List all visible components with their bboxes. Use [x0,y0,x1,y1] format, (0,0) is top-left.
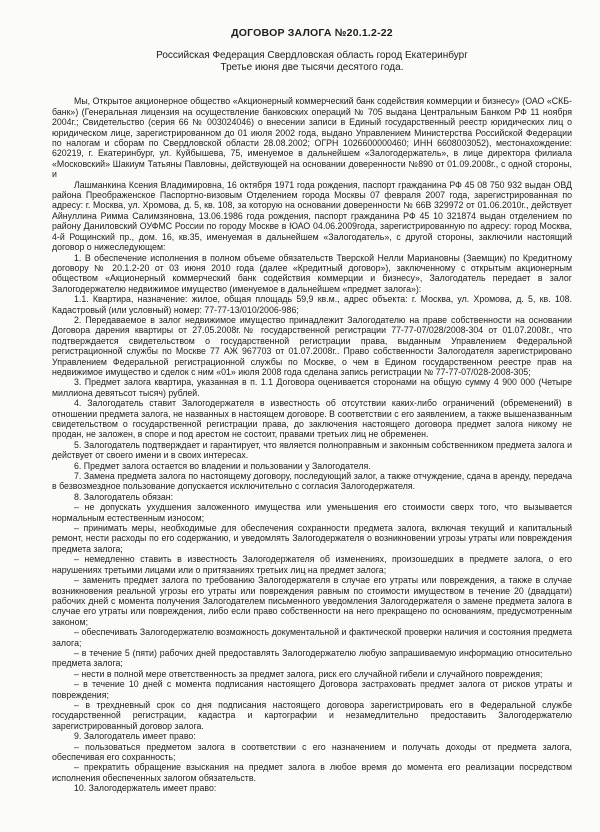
clause-9-heading: 9. Залогодатель имеет право: [74,731,196,742]
clause-8-item: – не допускать ухудшения заложенного имущества или уменьшения его стоимости сверх того, что вызывается нормальным естественным износом; [52,502,572,523]
clause-8-item: – заменить предмет залога по требованию Залогодержателя в случае его утраты или повреждения, а также в случае возникновения реальной угрозы его утраты или повреждения равным по стоимости имуществом в течение 20 (двадцати) рабочих дней с момента получения Залогодателем письменного уведомления Залогодержателя о замене предмета залога в случае его утраты или повреждения, либо если право собственности на него прекращено по основаниям, предусмотренным законом; [52,575,572,627]
clause-2: 2. Передаваемое в залог недвижимое имущество принадлежит Залогодателю на праве собственности на основании Договора дарения квартиры от 27.05.2008г.№ государственной регистрации 77-77-07/028/2008-304 от 01.07.2008г., что подтверждается свидетельством о государственной регистрации права, выданным Управлением Федеральной регистрационной службы по Москве 77 АЖ 967703 от 01.07.2008г.. Право собственности Залогодателя зарегистрировано Управлением Федеральной регистрационной службы по Москве, о чем в Едином государственном реестре прав на недвижимое имущество и сделок с ним «01» июля 2008 года сделана запись регистрации № 77-77-07/028-2008-305; [52,314,572,377]
clause-8-item: – немедленно ставить в известность Залогодержателя об изменениях, произошедших в предмете залога, о его нарушениях третьими лицами или о притязаниях третьих лиц на предмет залога; [52,554,572,575]
clause-8-item: – обеспечивать Залогодержателю возможность документальной и фактической проверки наличия и состояния предмета залога; [52,627,572,648]
clause-8-item: – в течение 10 дней с момента подписания настоящего Договора застраховать предмет залога от рисков утраты и повреждения; [52,679,572,700]
document-place: Российская Федерация Свердловская область город Екатеринбург [156,50,468,62]
clause-9-item: – прекратить обращение взыскания на предмет залога в любое время до момента его реализации посредством исполнения обеспеченных залогом обязательств. [52,762,572,783]
clause-8-item: – в трехдневный срок со дня подписания настоящего договора зарегистрировать его в Федеральной службе государственной регистрации, кадастра и картографии и незамедлительно предоставить Залогодержателю зарегистрированный договор залога. [52,699,572,731]
document-title: ДОГОВОР ЗАЛОГА №20.1.2-22 [231,27,393,39]
clause-3: 3. Предмет залога квартира, указанная в п. 1.1 Договора оценивается сторонами на общую сумму 4 900 000 (Четыре миллиона девятьсот тысяч) рублей. [52,377,572,398]
clause-8-heading: 8. Залогодатель обязан: [74,491,174,502]
clause-1-1: 1.1. Квартира, назначение: жилое, общая площадь 59,9 кв.м., адрес объекта: г. Москва, ул. Хромова, д. 5, кв. 108. Кадастровый (или условный) номер: 77-77-13/010/2006-986; [52,294,572,315]
clause-4: 4. Залогодатель ставит Залогодержателя в известность об отсутствии каких-либо ограничений (обременений) в отношении предмета залога, не названных в настоящем договоре. В соответствии с его заявлением, а также вышеназванным свидетельством о государственной регистрации права, до заключения настоящего договора предмет залога никому не продан, не заложен, в споре и под арестом не состоит, правами третьих лиц не обременен. [52,398,572,440]
document-date: Третье июня две тысячи десятого года. [220,62,404,74]
paragraph-parties-bank: Мы, Открытое акционерное общество «Акционерный коммерческий банк содействия коммерции и бизнесу» (ОАО «СКБ-банк») (Генеральная лицензия на осуществление банковских операций № 705 выдана Центральным Банком РФ 11 ноября 2004г.; Свидетельство (серия 66 № 003024046) о внесении записи в Единый государственный реестр юридических лиц о юридическом лице, зарегистрированном до 01 июля 2002 года, выдано Управлением Министерства Российской Федерации по налогам и сборам по Свердловской области 28.08.2002; ОГРН 1026600000460; ИНН 6608003052), местонахождение: 620219, г. Екатеринбург, ул. Куйбышева, 75, именуемое в дальнейшем «Залогодержатель», в лице директора филиала «Московский» Шакиум Татьяны Павловны, действующей на основании доверенности №890 от 01.09.2008г., с одной стороны, и [52,96,572,180]
paragraph-parties-pledgor: Лашманкина Ксения Владимировна, 16 октября 1971 года рождения, паспорт гражданина РФ 45 08 750 932 выдан ОВД района Преображенское Паспортно-визовым Отделением города Москвы 07 февраля 2007 года, зарегистрированная по адресу: г. Москва, ул. Хромова, д. 5, кв. 108, за которую на основании доверенности № 66В 329972 от 01.06.2010г., действует Айнуллина Римма Салимзяновна, 13.06.1986 года рождения, паспорт гражданина РФ 45 10 321874 выдан отделением по району Даниловский ОУФМС России по городу Москве в ЮАО 04.06.2009года, зарегистрированную по адресу: город Москва, 4-й Рощинский пр., дом. 16, кв.35, именуемая в дальнейшем «Залогодатель», с другой стороны, заключили настоящий договор о нижеследующем: [52,179,572,253]
clause-8-item: – нести в полной мере ответственность за предмет залога, риск его случайной гибели и случайного повреждения; [74,668,543,679]
clause-9-item: – пользоваться предметом залога в соответствии с его назначением и получать доходы от предмета залога, обеспечивая его сохранность; [52,741,572,762]
clause-10-heading: 10. Залогодержатель имеет право: [74,783,217,794]
clause-5: 5. Залогодатель подтверждает и гарантирует, что является полноправным и законным собственником предмета залога и действует от своего имени и в своих интересах. [52,439,572,461]
clause-8-item: – принимать меры, необходимые для обеспечения сохранности предмета залога, включая текущий и капитальный ремонт, нести расходы по его содержанию, и уведомлять Залогодержателя о возникновении угрозы утраты или повреждения предмета залога; [52,523,572,554]
clause-7: 7. Замена предмета залога по настоящему договору, последующий залог, а также отчуждение, сдача в аренду, передача в безвозмездное пользование допускается исключительно с согласия Залогодержателя. [52,471,572,492]
clause-6: 6. Предмет залога остается во владении и пользовании у Залогодателя. [74,460,371,471]
clause-8-item: – в течение 5 (пяти) рабочих дней предоставлять Залогодержателю любую запрашиваемую информацию относительно предмета залога; [52,647,572,669]
clause-1: 1. В обеспечение исполнения в полном объеме обязательств Тверской Нелли Мариановны (Заемщик) по Кредитному договору № 20.1.2-20 от 03 июня 2010 года (далее «Кредитный договор»), заключенному с открытым акционерным обществом «Акционерный коммерческий банк содействия коммерции и бизнесу», Залогодатель передает в залог Залогодержателю недвижимое имущество (именуемое в дальнейшем «предмет залога»): [52,252,572,294]
